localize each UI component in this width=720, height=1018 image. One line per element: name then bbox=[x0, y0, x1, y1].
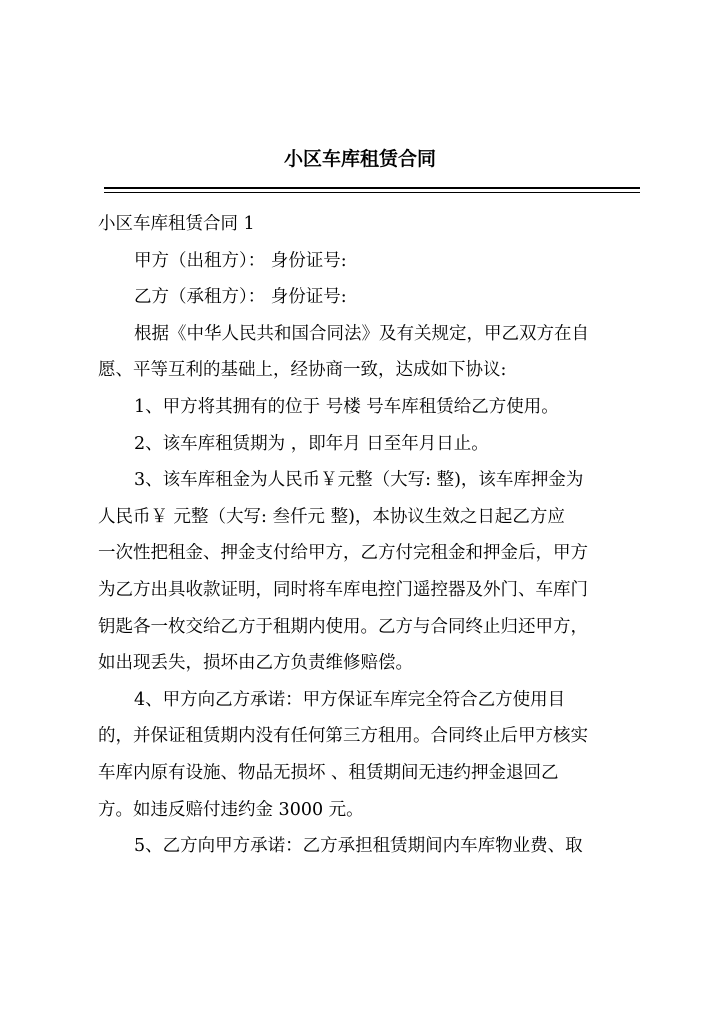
text-line: 2、该车库租赁期为 ，即年月 日至年月日止。 bbox=[134, 433, 489, 454]
text-line: 3、该车库租金为人民币￥元整（大写: 整)，该车库押金为 bbox=[134, 470, 584, 491]
text-line: 乙方（承租方）： 身份证号: bbox=[134, 287, 347, 308]
text-line: 人民币￥ 元整（大写: 叁仟元 整)，本协议生效之日起乙方应 bbox=[98, 506, 565, 527]
text-line: 愿、平等互利的基础上，经协商一致，达成如下协议: bbox=[98, 360, 507, 381]
text-line: 4、甲方向乙方承诺：甲方保证车库完全符合乙方使用目 bbox=[134, 689, 566, 710]
title-divider-thick bbox=[104, 187, 640, 189]
text-line: 为乙方出具收款证明，同时将车库电控门遥控器及外门、车库门 bbox=[98, 579, 588, 600]
text-line: 如出现丢失，损坏由乙方负责维修赔偿。 bbox=[98, 653, 413, 674]
text-line: 5、乙方向甲方承诺：乙方承担租赁期间内车库物业费、取 bbox=[134, 836, 583, 857]
text-line: 的，并保证租赁期内没有任何第三方租用。合同终止后甲方核实 bbox=[98, 726, 588, 747]
text-line: 一次性把租金、押金支付给甲方，乙方付完租金和押金后，甲方 bbox=[98, 543, 588, 564]
title-divider-thin bbox=[104, 192, 640, 193]
document-body bbox=[98, 206, 643, 865]
text-line: 1、甲方将其拥有的位于 号楼 号车库租赁给乙方使用。 bbox=[134, 396, 559, 417]
text-line: 方。如违反赔付违约金 3000 元。 bbox=[98, 799, 364, 820]
text-line: 甲方（出租方）： 身份证号: bbox=[134, 250, 347, 271]
text-line: 根据《中华人民共和国合同法》及有关规定，甲乙双方在自 bbox=[134, 323, 589, 344]
text-line: 小区车库租赁合同 1 bbox=[98, 214, 255, 234]
text-line: 车库内原有设施、物品无损坏 、租赁期间无违约押金退回乙 bbox=[98, 762, 559, 783]
text-line: 钥匙各一枚交给乙方于租期内使用。乙方与合同终止归还甲方， bbox=[98, 616, 588, 637]
document-title: 小区车库租赁合同 bbox=[283, 148, 436, 170]
